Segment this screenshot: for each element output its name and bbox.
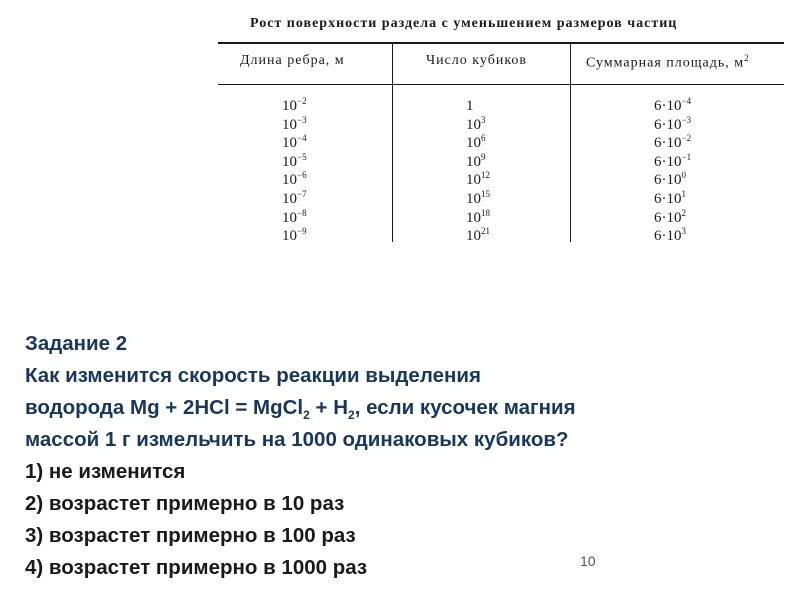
count-cell: $10^3$ — [466, 114, 486, 133]
count-cell: $10^{21}$ — [466, 226, 490, 245]
table-header-rule — [218, 84, 784, 85]
task-block — [25, 328, 785, 584]
area-cell: $6\cdot 10^1$ — [654, 188, 686, 207]
area-cell: $6\cdot 10^0$ — [654, 170, 686, 189]
header-cube-count: Число кубиков — [426, 53, 528, 68]
column-total-area — [654, 92, 692, 245]
count-cell: 1 — [466, 98, 474, 114]
task-heading: Задание 2 — [25, 332, 128, 355]
edge-cell: $10^{-9}$ — [282, 226, 307, 245]
answer-option-4[interactable]: 4) возрастет примерно в 1000 раз — [25, 556, 368, 579]
count-cell: $10^{18}$ — [466, 207, 490, 226]
area-cell: $6\cdot 10^{-2}$ — [654, 133, 692, 152]
area-cell: $6\cdot 10^2$ — [654, 207, 686, 226]
count-cell: $10^{12}$ — [466, 170, 490, 189]
page-number: 10 — [580, 553, 596, 569]
edge-cell: $10^{-4}$ — [282, 133, 307, 152]
header-total-area: Суммарная площадь, $м^2$ — [586, 53, 750, 71]
count-cell: $10^9$ — [466, 151, 486, 170]
question-line-3: массой 1 г измельчить на 1000 одинаковых кубиков? — [25, 428, 569, 451]
area-cell: $6\cdot 10^{-1}$ — [654, 151, 692, 170]
area-cell: $6\cdot 10^3$ — [654, 226, 686, 245]
table-title: Рост поверхности раздела с уменьшением размеров частиц — [250, 16, 678, 31]
column-edge-length — [282, 92, 307, 245]
edge-cell: $10^{-7}$ — [282, 188, 307, 207]
table-divider-1 — [392, 43, 393, 242]
answer-option-1[interactable]: 1) не изменится — [25, 460, 186, 483]
column-cube-count — [466, 92, 490, 245]
answer-option-3[interactable]: 3) возрастет примерно в 100 раз — [25, 524, 356, 547]
question-line-2: водорода Mg + 2HCl = MgCl$_2$ + $H_2$, если кусочек магния — [25, 396, 576, 423]
answer-option-2[interactable]: 2) возрастет примерно в 10 раз — [25, 492, 345, 515]
edge-cell: $10^{-8}$ — [282, 207, 307, 226]
area-cell: $6\cdot 10^{-3}$ — [654, 114, 692, 133]
edge-cell: $10^{-3}$ — [282, 114, 307, 133]
question-line-1: Как изменится скорость реакции выделения — [25, 364, 481, 387]
edge-cell: $10^{-2}$ — [282, 96, 307, 114]
header-edge-length: Длина ребра, м — [240, 53, 345, 68]
count-cell: $10^6$ — [466, 133, 486, 152]
table-top-rule — [218, 42, 784, 44]
count-cell: $10^{15}$ — [466, 188, 490, 207]
table-divider-2 — [570, 43, 571, 242]
edge-cell: $10^{-6}$ — [282, 170, 307, 189]
area-cell: $6\cdot 10^{-4}$ — [654, 96, 692, 114]
edge-cell: $10^{-5}$ — [282, 151, 307, 170]
